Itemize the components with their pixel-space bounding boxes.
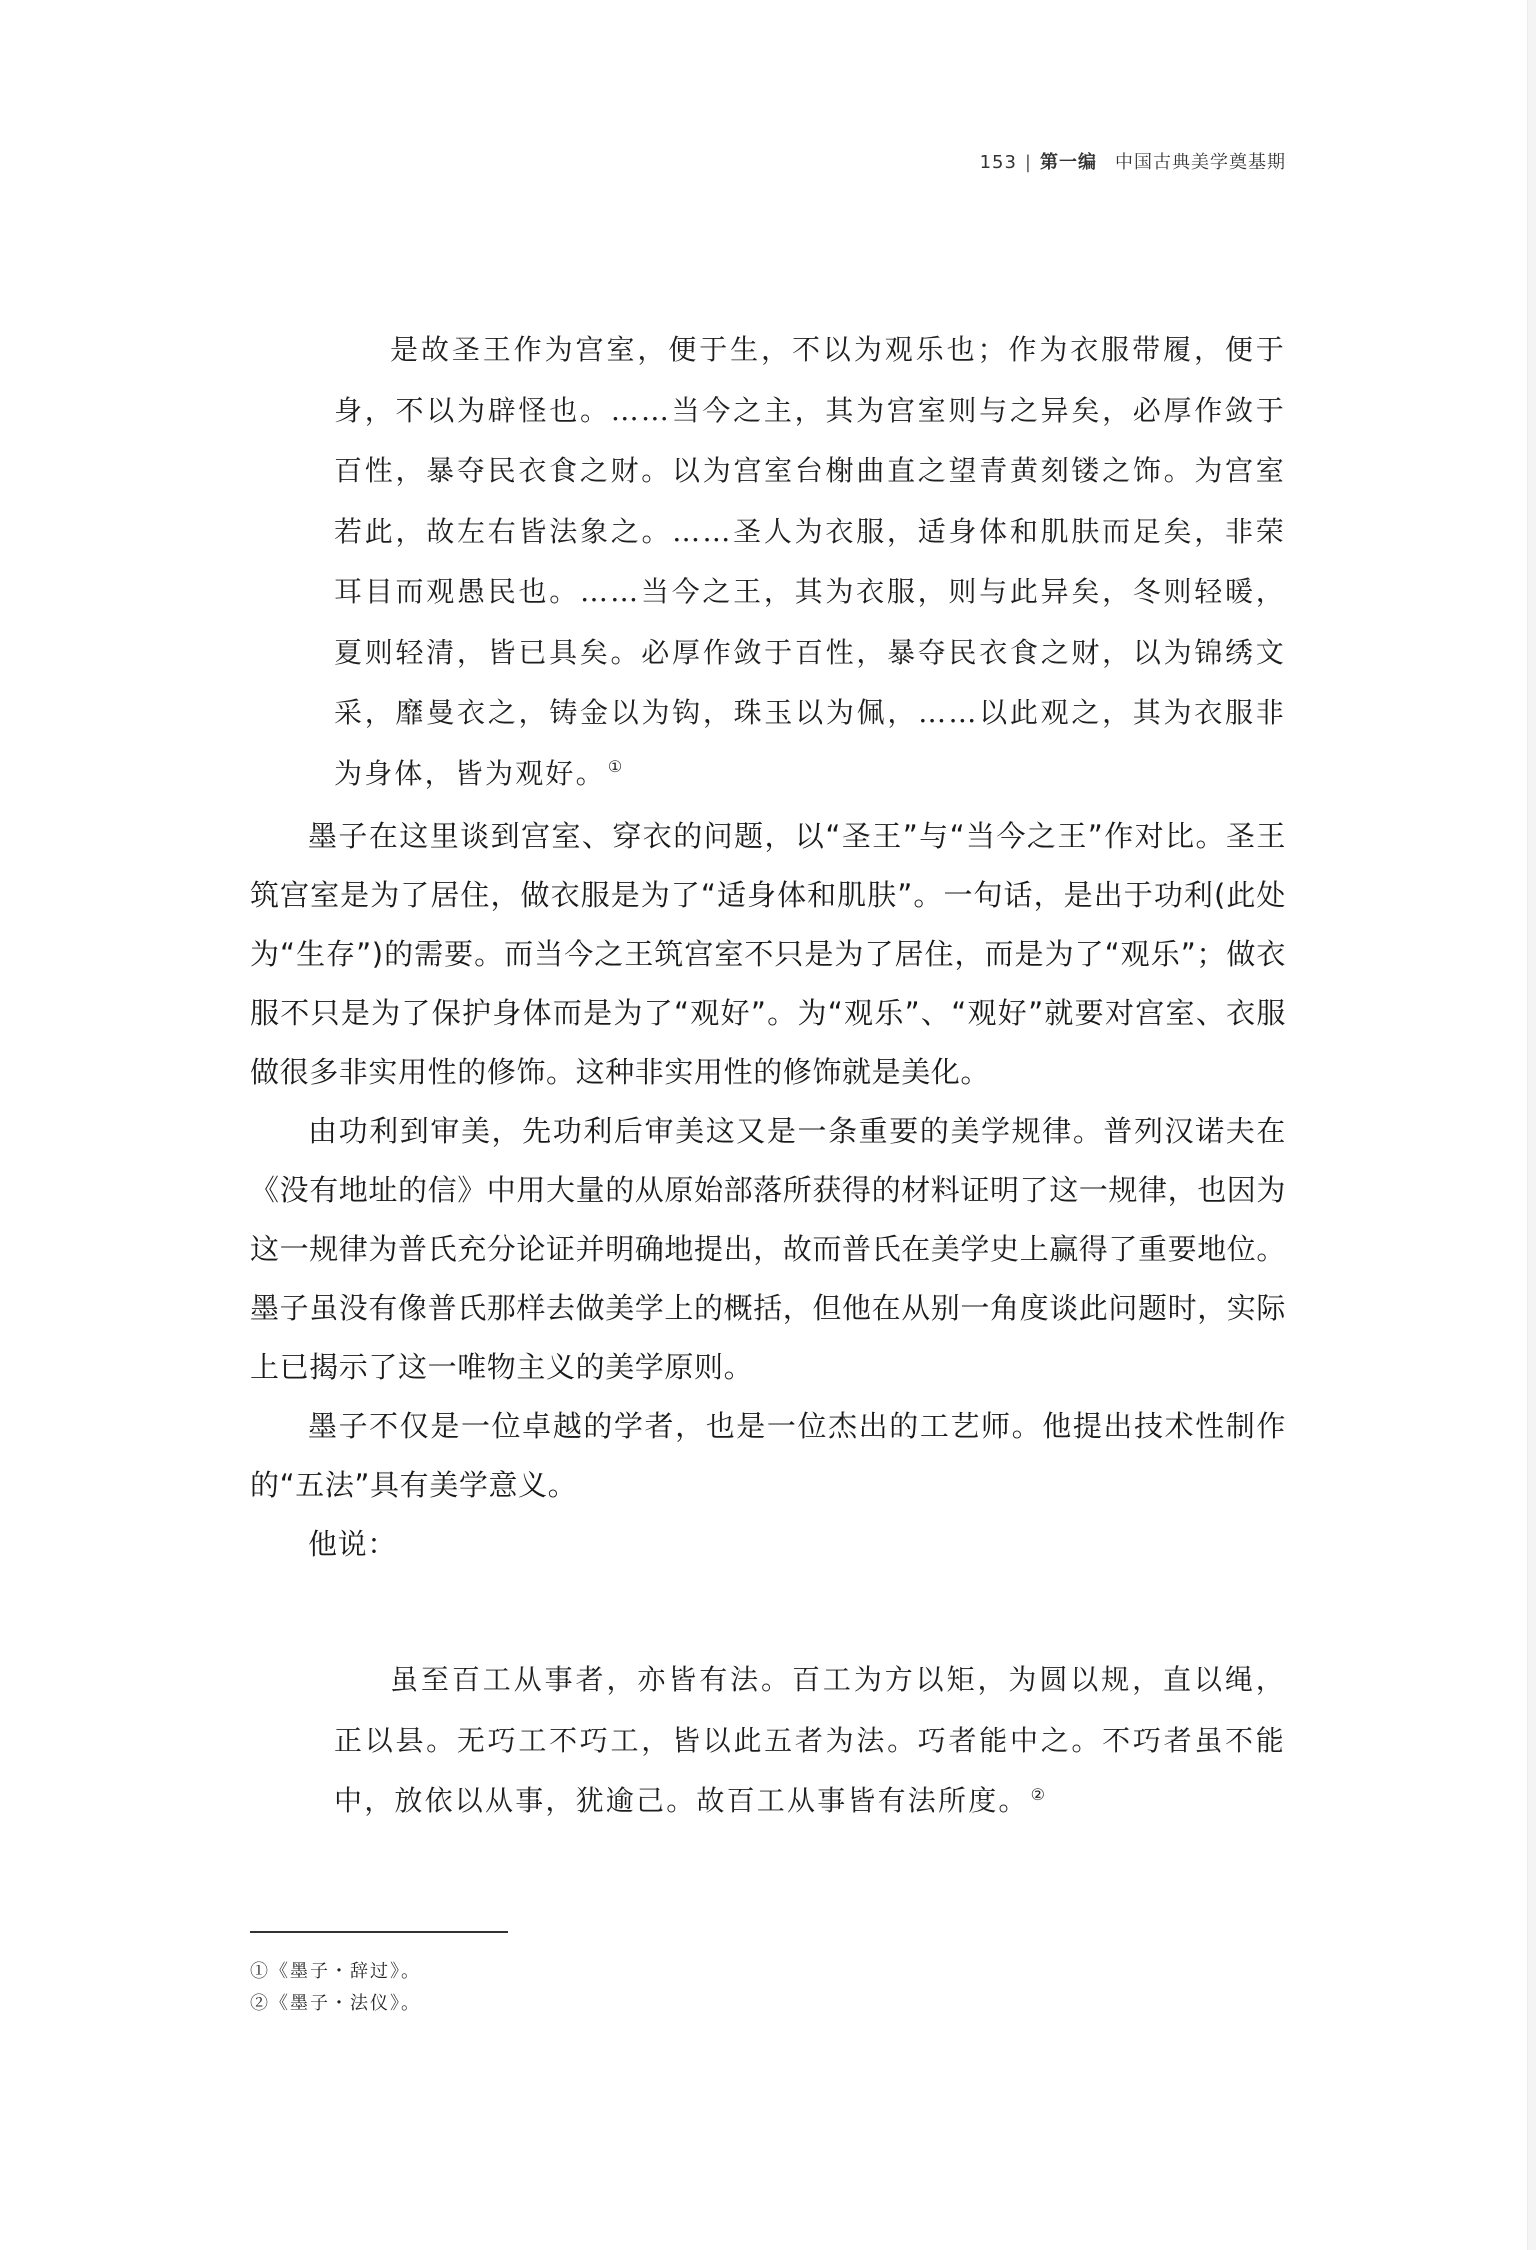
page-edge: [1527, 0, 1536, 2250]
footnote-2: ②《墨子・法仪》。: [250, 1993, 421, 2014]
page-number: 153: [979, 152, 1017, 173]
quote-text: 是故圣王作为宫室，便于生，不以为观乐也；作为衣服带履，便于身，不以为辟怪也。……当今之主，其为宫室则与之异矣，必厚作敛于百性，暴夺民衣食之财。以为宫室台榭曲直之望青黄刻镂之饰。为宫室若此，故左右皆法象之。……圣人为衣服，适身体和肌肤而足矣，非荣耳目而观愚民也。……当今之王，其为衣服，则与此异矣，冬则轻暖，夏则轻清，皆已具矣。必厚作敛于百性，暴夺民衣食之财，以为锦绣文采，靡曼衣之，铸金以为钩，珠玉以为佩，……以此观之，其为衣服非为身体，皆为观好。: [334, 333, 1286, 790]
body-paragraph: 墨子在这里谈到宫室、穿衣的问题，以“圣王”与“当今之王”作对比。圣王筑宫室是为了居住，做衣服是为了“适身体和肌肤”。一句话，是出于功利(此处为“生存”)的需要。而当今之王筑宫室不只是为了居住，而是为了“观乐”；做衣服不只是为了保护身体而是为了“观好”。为“观乐”、“观好”就要对宫室、衣服做很多非实用性的修饰。这种非实用性的修饰就是美化。: [250, 819, 1286, 1089]
part-label: 第一编: [1040, 152, 1097, 173]
body-text: [250, 807, 1286, 1574]
header-separator: |: [1024, 152, 1032, 173]
body-paragraph: 由功利到审美，先功利后审美这又是一条重要的美学规律。普列汉诺夫在《没有地址的信》中用大量的从原始部落所获得的材料证明了这一规律，也因为这一规律为普氏充分论证并明确地提出，故而普氏在美学史上赢得了重要地位。墨子虽没有像普氏那样去做美学上的概括，但他在从别一角度谈此问题时，实际上已揭示了这一唯物主义的美学原则。: [250, 1114, 1287, 1384]
footnote-divider: [250, 1931, 508, 1933]
footnote-ref-1[interactable]: ①: [607, 757, 625, 777]
footnotes: [250, 1956, 421, 2020]
body-paragraph: 他说：: [308, 1527, 397, 1561]
quote-paragraph: [334, 1650, 1286, 1832]
chapter-title: 中国古典美学奠基期: [1115, 152, 1286, 173]
running-header: [980, 148, 1286, 174]
footnote-1: ①《墨子・辞过》。: [250, 1961, 421, 1982]
block-quote-2: [334, 1650, 1286, 1832]
quote-paragraph: [334, 320, 1286, 804]
footnote-ref-2[interactable]: ②: [1030, 1784, 1048, 1804]
body-paragraph: 墨子不仅是一位卓越的学者，也是一位杰出的工艺师。他提出技术性制作的“五法”具有美学意义。: [250, 1409, 1286, 1502]
block-quote-1: [334, 320, 1286, 804]
quote-text: 虽至百工从事者，亦皆有法。百工为方以矩，为圆以规，直以绳，正以县。无巧工不巧工，皆以此五者为法。巧者能中之。不巧者虽不能中，放依以从事，犹逾己。故百工从事皆有法所度。: [334, 1663, 1286, 1817]
